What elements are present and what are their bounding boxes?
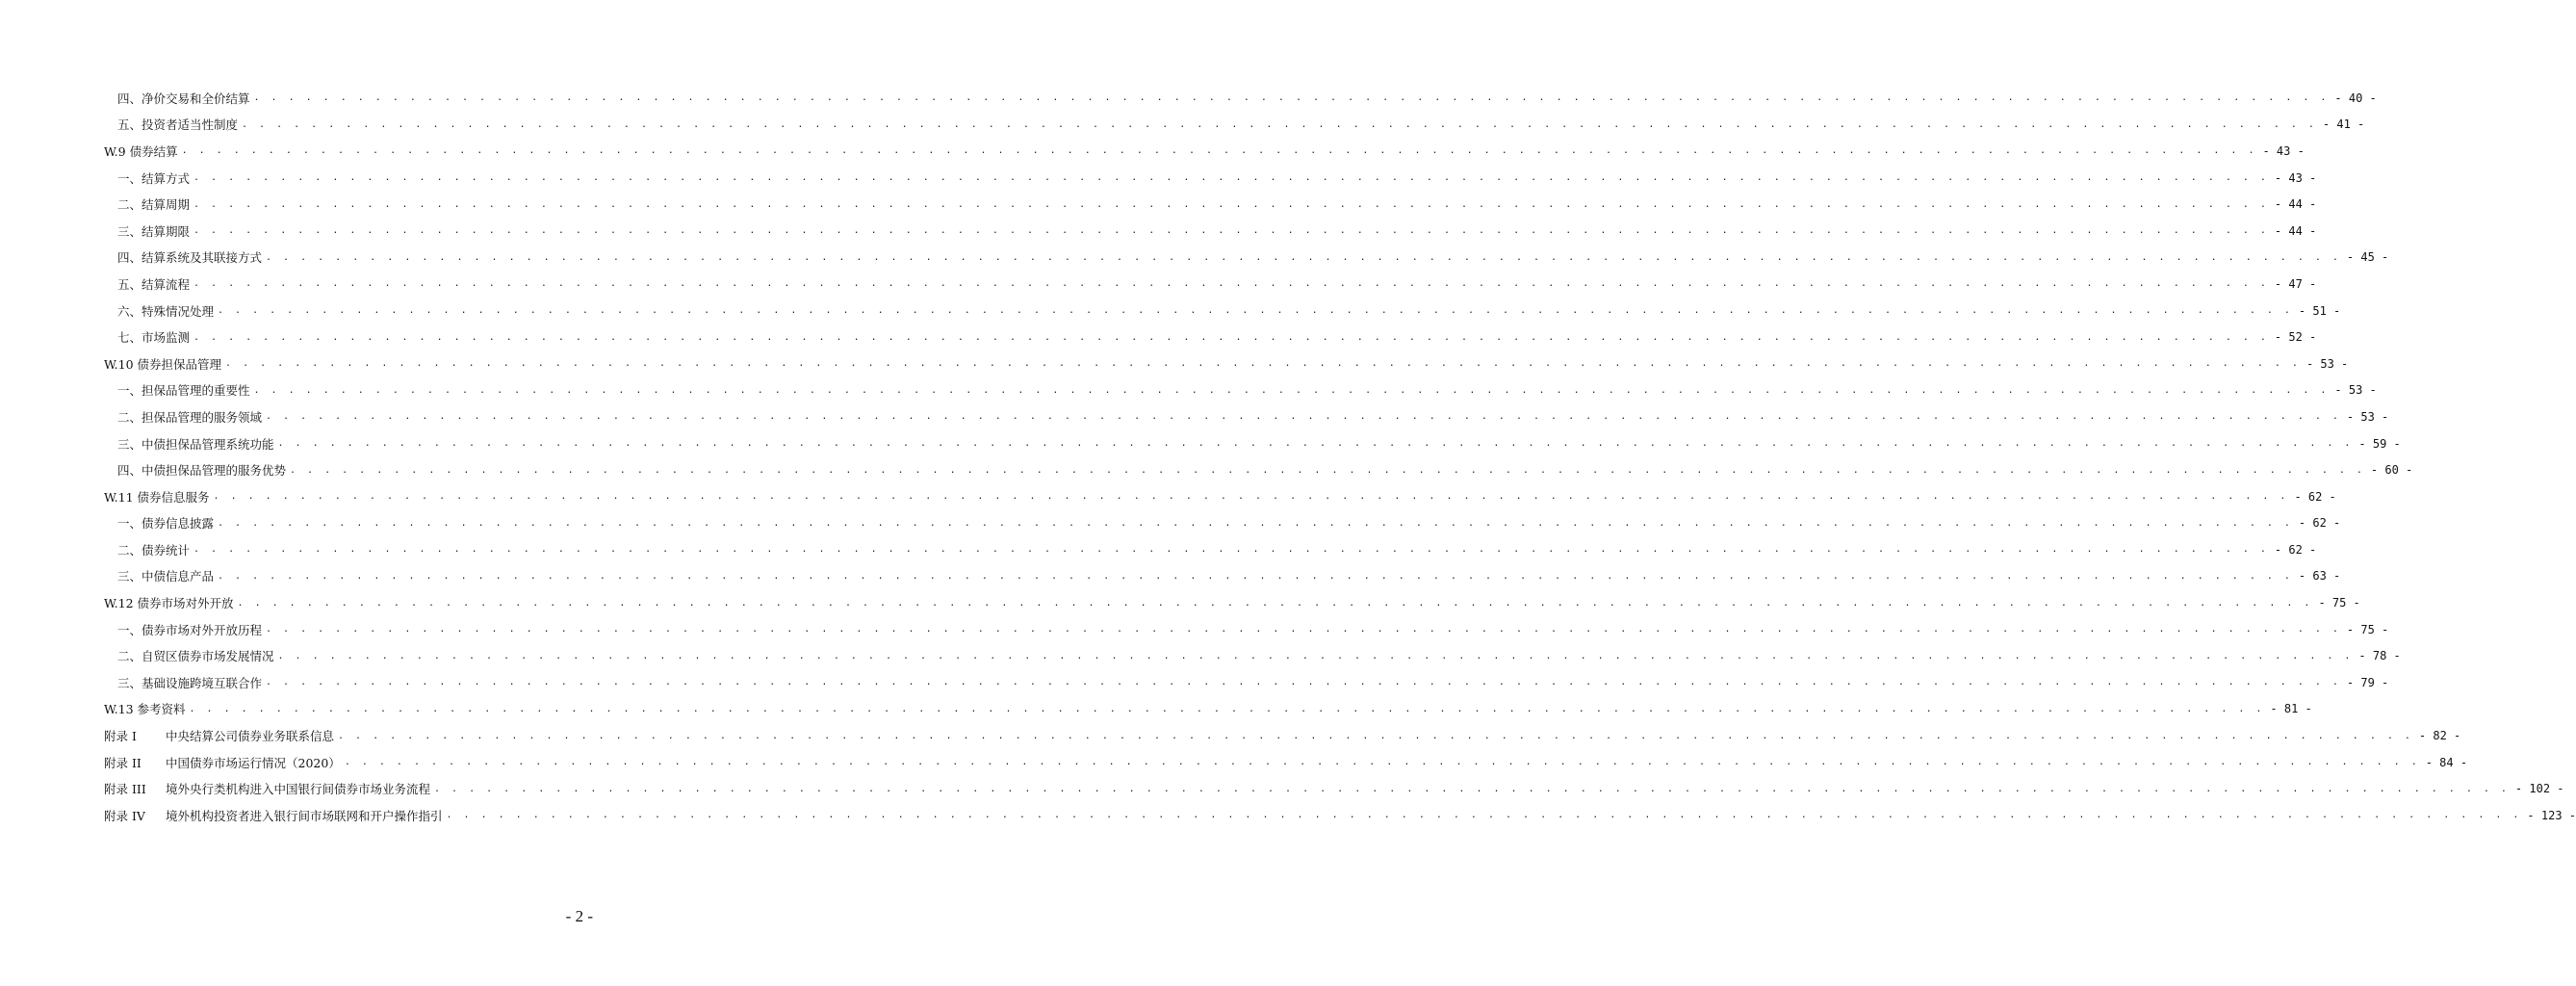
dot-leader: . . . . . . . . . . . . . . . . . . . . . . . . . . . . . . . . . . . . . . . . . . . . . . . . . . . . . . . . . . . . . . . . . . . . . . . . . . . . . . . . . . . . . . . . . . . . . . . . . . . . . . . . . . . . . . . . . . . . . . . .	[344, 757, 2420, 768]
toc-page-number: - 41 -	[2317, 117, 2364, 131]
toc-entry-text: W.12 债券市场对外开放	[104, 596, 234, 611]
appendix-label: 附录 III	[104, 782, 146, 797]
toc-entry-text: W.10 债券担保品管理	[104, 356, 222, 372]
toc-entry[interactable]	[104, 642, 2401, 669]
toc-page-number: - 53 -	[2301, 357, 2348, 371]
toc-page-number: - 84 -	[2420, 756, 2467, 769]
toc-entry-title	[104, 807, 447, 824]
toc-entry-text: 四、中债担保品管理的服务优势	[117, 463, 287, 479]
toc-entry-text: 三、基础设施跨境互联合作	[117, 675, 263, 690]
toc-entry-text: 一、债券信息披露	[117, 516, 215, 532]
toc-entry-title	[117, 248, 266, 266]
toc-page-number: - 79 -	[2341, 676, 2388, 689]
toc-page-number: - 75 -	[2312, 596, 2359, 610]
toc-entry-text: 二、自贸区债券市场发展情况	[117, 649, 274, 664]
toc-page-number: - 53 -	[2341, 410, 2388, 424]
dot-leader: . . . . . . . . . . . . . . . . . . . . . . . . . . . . . . . . . . . . . . . . . . . . . . . . . . . . . . . . . . . . . . . . . . . . . . . . . . . . . . . . . . . . . . . . . . . . . . . . . . . . . . . . . . . . . . . . . . . . . . . .	[253, 384, 2330, 396]
toc-entry-title	[104, 754, 345, 771]
toc-entry-text: 五、投资者适当性制度	[117, 117, 239, 133]
dot-leader: . . . . . . . . . . . . . . . . . . . . . . . . . . . . . . . . . . . . . . . . . . . . . . . . . . . . . . . . . . . . . . . . . . . . . . . . . . . . . . . . . . . . . . . . . . . . . . . . . . . . . . . . . . . . . . . . . . . . . . . .	[193, 172, 2269, 184]
dot-leader: . . . . . . . . . . . . . . . . . . . . . . . . . . . . . . . . . . . . . . . . . . . . . . . . . . . . . . . . . . . . . . . . . . . . . . . . . . . . . . . . . . . . . . . . . . . . . . . . . . . . . . . . . . . . . . . . . . . . . . . .	[277, 438, 2354, 450]
toc-entry[interactable]	[104, 696, 2312, 723]
appendix-label: 附录 IV	[104, 808, 145, 823]
dot-leader: . . . . . . . . . . . . . . . . . . . . . . . . . . . . . . . . . . . . . . . . . . . . . . . . . . . . . . . . . . . . . . . . . . . . . . . . . . . . . . . . . . . . . . . . . . . . . . . . . . . . . . . . . . . . . . . . . . . . . . . .	[189, 703, 2265, 714]
dot-leader: . . . . . . . . . . . . . . . . . . . . . . . . . . . . . . . . . . . . . . . . . . . . . . . . . . . . . . . . . . . . . . . . . . . . . . . . . . . . . . . . . . . . . . . . . . . . . . . . . . . . . . . . . . . . . . . . . . . . . . . .	[434, 783, 2510, 794]
toc-entry-title	[104, 355, 225, 373]
toc-entry-title	[104, 700, 190, 717]
toc-entry[interactable]	[104, 589, 2360, 616]
toc-entry-title	[104, 727, 338, 744]
dot-leader: . . . . . . . . . . . . . . . . . . . . . . . . . . . . . . . . . . . . . . . . . . . . . . . . . . . . . . . . . . . . . . . . . . . . . . . . . . . . . . . . . . . . . . . . . . . . . . . . . . . . . . . . . . . . . . . . . . . . . . . .	[193, 544, 2269, 556]
toc-entry[interactable]	[104, 377, 2377, 404]
dot-leader: . . . . . . . . . . . . . . . . . . . . . . . . . . . . . . . . . . . . . . . . . . . . . . . . . . . . . . . . . . . . . . . . . . . . . . . . . . . . . . . . . . . . . . . . . . . . . . . . . . . . . . . . . . . . . . . . . . . . . . . .	[213, 491, 2289, 503]
table-of-contents	[104, 85, 2576, 829]
toc-page-number: - 75 -	[2341, 623, 2388, 636]
toc-entry-title	[104, 594, 238, 611]
toc-page-number: - 78 -	[2353, 649, 2400, 662]
toc-page-number: - 45 -	[2341, 250, 2388, 264]
toc-entry[interactable]	[104, 563, 2341, 590]
toc-entry-title	[117, 116, 242, 133]
toc-entry[interactable]	[104, 749, 2468, 776]
toc-entry[interactable]	[104, 271, 2317, 298]
dot-leader: . . . . . . . . . . . . . . . . . . . . . . . . . . . . . . . . . . . . . . . . . . . . . . . . . . . . . . . . . . . . . . . . . . . . . . . . . . . . . . . . . . . . . . . . . . . . . . . . . . . . . . . . . . . . . . . . . . . . . . . .	[266, 251, 2341, 263]
toc-page-number: - 43 -	[2256, 144, 2304, 158]
toc-entry-title	[104, 488, 214, 506]
appendix-label: 附录 I	[104, 729, 137, 744]
dot-leader: . . . . . . . . . . . . . . . . . . . . . . . . . . . . . . . . . . . . . . . . . . . . . . . . . . . . . . . . . . . . . . . . . . . . . . . . . . . . . . . . . . . . . . . . . . . . . . . . . . . . . . . . . . . . . . . . . . . . . . . .	[277, 650, 2354, 662]
toc-page-number: - 62 -	[2288, 490, 2335, 504]
toc-entry[interactable]	[104, 775, 2564, 802]
toc-entry-title	[117, 647, 278, 664]
dot-leader: . . . . . . . . . . . . . . . . . . . . . . . . . . . . . . . . . . . . . . . . . . . . . . . . . . . . . . . . . . . . . . . . . . . . . . . . . . . . . . . . . . . . . . . . . . . . . . . . . . . . . . . . . . . . . . . . . . . . . . . .	[266, 411, 2341, 423]
dot-leader: . . . . . . . . . . . . . . . . . . . . . . . . . . . . . . . . . . . . . . . . . . . . . . . . . . . . . . . . . . . . . . . . . . . . . . . . . . . . . . . . . . . . . . . . . . . . . . . . . . . . . . . . . . . . . . . . . . . . . . . .	[290, 464, 2365, 476]
dot-leader: . . . . . . . . . . . . . . . . . . . . . . . . . . . . . . . . . . . . . . . . . . . . . . . . . . . . . . . . . . . . . . . . . . . . . . . . . . . . . . . . . . . . . . . . . . . . . . . . . . . . . . . . . . . . . . . . . . . . . . . .	[242, 118, 2317, 130]
toc-page-number: - 62 -	[2293, 516, 2340, 530]
toc-entry-title	[117, 408, 266, 426]
toc-entry-text: 境外机构投资者进入银行间市场联网和开户操作指引	[166, 808, 443, 823]
toc-entry[interactable]	[104, 802, 2576, 829]
toc-entry[interactable]	[104, 218, 2317, 245]
toc-entry[interactable]	[104, 536, 2317, 563]
toc-page-number: - 43 -	[2269, 171, 2316, 185]
toc-page-number: - 123 -	[2521, 809, 2576, 822]
dot-leader: . . . . . . . . . . . . . . . . . . . . . . . . . . . . . . . . . . . . . . . . . . . . . . . . . . . . . . . . . . . . . . . . . . . . . . . . . . . . . . . . . . . . . . . . . . . . . . . . . . . . . . . . . . . . . . . . . . . . . . . .	[446, 810, 2522, 821]
toc-entry-text: 三、中债信息产品	[117, 569, 215, 584]
dot-leader: . . . . . . . . . . . . . . . . . . . . . . . . . . . . . . . . . . . . . . . . . . . . . . . . . . . . . . . . . . . . . . . . . . . . . . . . . . . . . . . . . . . . . . . . . . . . . . . . . . . . . . . . . . . . . . . . . . . . . . . .	[266, 677, 2341, 688]
toc-entry-text: 六、特殊情况处理	[117, 303, 215, 319]
toc-entry-text: 四、结算系统及其联接方式	[117, 250, 263, 266]
toc-entry-title	[117, 541, 193, 558]
dot-leader: . . . . . . . . . . . . . . . . . . . . . . . . . . . . . . . . . . . . . . . . . . . . . . . . . . . . . . . . . . . . . . . . . . . . . . . . . . . . . . . . . . . . . . . . . . . . . . . . . . . . . . . . . . . . . . . . . . . . . . . .	[237, 597, 2313, 609]
toc-entry[interactable]	[104, 85, 2377, 112]
toc-entry-title	[117, 514, 218, 532]
toc-entry-text: 七、市场监测	[117, 330, 191, 346]
toc-page-number: - 60 -	[2365, 463, 2412, 477]
toc-entry-text: 一、债券市场对外开放历程	[117, 622, 263, 637]
toc-entry-text: 二、担保品管理的服务领域	[117, 409, 263, 425]
toc-page-number: - 51 -	[2293, 304, 2340, 318]
toc-entry-title	[117, 328, 193, 346]
toc-entry-title	[117, 90, 254, 107]
toc-page-number: - 44 -	[2269, 197, 2316, 211]
dot-leader: . . . . . . . . . . . . . . . . . . . . . . . . . . . . . . . . . . . . . . . . . . . . . . . . . . . . . . . . . . . . . . . . . . . . . . . . . . . . . . . . . . . . . . . . . . . . . . . . . . . . . . . . . . . . . . . . . . . . . . . .	[253, 92, 2330, 104]
dot-leader: . . . . . . . . . . . . . . . . . . . . . . . . . . . . . . . . . . . . . . . . . . . . . . . . . . . . . . . . . . . . . . . . . . . . . . . . . . . . . . . . . . . . . . . . . . . . . . . . . . . . . . . . . . . . . . . . . . . . . . . .	[193, 331, 2269, 343]
toc-entry-text: 三、中债担保品管理系统功能	[117, 436, 274, 452]
toc-entry-title	[104, 143, 182, 160]
toc-page-number: - 52 -	[2269, 330, 2316, 344]
toc-entry-text: 中央结算公司债券业务联系信息	[166, 729, 335, 744]
toc-entry-text: W.13 参考资料	[104, 702, 186, 717]
toc-page-number: - 82 -	[2413, 729, 2460, 742]
appendix-label: 附录 II	[104, 755, 142, 770]
toc-entry[interactable]	[104, 456, 2413, 483]
toc-entry[interactable]	[104, 403, 2389, 430]
toc-page-number: - 44 -	[2269, 224, 2316, 238]
toc-entry-text: 一、担保品管理的重要性	[117, 383, 250, 399]
dot-leader: . . . . . . . . . . . . . . . . . . . . . . . . . . . . . . . . . . . . . . . . . . . . . . . . . . . . . . . . . . . . . . . . . . . . . . . . . . . . . . . . . . . . . . . . . . . . . . . . . . . . . . . . . . . . . . . . . . . . . . . .	[218, 517, 2293, 529]
toc-page-number: - 40 -	[2329, 91, 2376, 105]
toc-entry-text: 四、净价交易和全价结算	[117, 91, 250, 106]
dot-leader: . . . . . . . . . . . . . . . . . . . . . . . . . . . . . . . . . . . . . . . . . . . . . . . . . . . . . . . . . . . . . . . . . . . . . . . . . . . . . . . . . . . . . . . . . . . . . . . . . . . . . . . . . . . . . . . . . . . . . . . .	[266, 624, 2341, 636]
toc-entry-text: 中国债券市场运行情况（2020）	[166, 755, 341, 770]
toc-entry[interactable]	[104, 350, 2349, 377]
dot-leader: . . . . . . . . . . . . . . . . . . . . . . . . . . . . . . . . . . . . . . . . . . . . . . . . . . . . . . . . . . . . . . . . . . . . . . . . . . . . . . . . . . . . . . . . . . . . . . . . . . . . . . . . . . . . . . . . . . . . . . . .	[225, 358, 2301, 370]
toc-entry[interactable]	[104, 430, 2401, 457]
toc-entry-title	[117, 567, 218, 584]
toc-entry-title	[117, 381, 254, 399]
dot-leader: . . . . . . . . . . . . . . . . . . . . . . . . . . . . . . . . . . . . . . . . . . . . . . . . . . . . . . . . . . . . . . . . . . . . . . . . . . . . . . . . . . . . . . . . . . . . . . . . . . . . . . . . . . . . . . . . . . . . . . . .	[218, 305, 2293, 317]
toc-entry-text: 二、债券统计	[117, 542, 191, 558]
page-number: - 2 -	[565, 907, 593, 925]
toc-entry-text: 境外央行类机构进入中国银行间债券市场业务流程	[166, 782, 431, 797]
toc-entry[interactable]	[104, 245, 2389, 272]
toc-page-number: - 102 -	[2510, 782, 2564, 795]
toc-entry[interactable]	[104, 165, 2317, 192]
toc-entry[interactable]	[104, 722, 2461, 749]
toc-page-number: - 63 -	[2293, 569, 2340, 583]
toc-entry-title	[117, 195, 193, 213]
toc-entry-text: W.9 债券结算	[104, 143, 178, 159]
toc-entry-text: 五、结算流程	[117, 276, 191, 292]
dot-leader: . . . . . . . . . . . . . . . . . . . . . . . . . . . . . . . . . . . . . . . . . . . . . . . . . . . . . . . . . . . . . . . . . . . . . . . . . . . . . . . . . . . . . . . . . . . . . . . . . . . . . . . . . . . . . . . . . . . . . . . .	[193, 278, 2269, 290]
dot-leader: . . . . . . . . . . . . . . . . . . . . . . . . . . . . . . . . . . . . . . . . . . . . . . . . . . . . . . . . . . . . . . . . . . . . . . . . . . . . . . . . . . . . . . . . . . . . . . . . . . . . . . . . . . . . . . . . . . . . . . . .	[181, 145, 2257, 157]
toc-page-number: - 59 -	[2353, 437, 2400, 451]
toc-entry-title	[117, 222, 193, 240]
toc-page-number: - 53 -	[2329, 383, 2376, 397]
dot-leader: . . . . . . . . . . . . . . . . . . . . . . . . . . . . . . . . . . . . . . . . . . . . . . . . . . . . . . . . . . . . . . . . . . . . . . . . . . . . . . . . . . . . . . . . . . . . . . . . . . . . . . . . . . . . . . . . . . . . . . . .	[218, 570, 2293, 582]
toc-entry-title	[117, 302, 218, 320]
toc-entry-title	[117, 674, 266, 691]
toc-entry[interactable]	[104, 669, 2389, 696]
toc-entry[interactable]	[104, 191, 2317, 218]
toc-entry-title	[117, 169, 193, 187]
dot-leader: . . . . . . . . . . . . . . . . . . . . . . . . . . . . . . . . . . . . . . . . . . . . . . . . . . . . . . . . . . . . . . . . . . . . . . . . . . . . . . . . . . . . . . . . . . . . . . . . . . . . . . . . . . . . . . . . . . . . . . . .	[193, 225, 2269, 237]
toc-page-number: - 62 -	[2269, 543, 2316, 557]
toc-page-number: - 81 -	[2264, 702, 2311, 715]
toc-entry-title	[117, 621, 266, 638]
toc-entry-text: 二、结算周期	[117, 197, 191, 213]
toc-entry[interactable]	[104, 616, 2389, 643]
toc-entry-title	[117, 435, 278, 453]
toc-entry-text: 一、结算方式	[117, 170, 191, 186]
toc-entry[interactable]	[104, 483, 2336, 510]
toc-page-number: - 47 -	[2269, 277, 2316, 291]
toc-entry-text: 三、结算期限	[117, 223, 191, 239]
toc-entry-title	[117, 275, 193, 293]
toc-entry[interactable]	[104, 138, 2305, 165]
toc-entry[interactable]	[104, 510, 2341, 537]
toc-entry-title	[117, 461, 290, 479]
toc-entry-title	[104, 780, 434, 797]
toc-entry-text: W.11 债券信息服务	[104, 489, 210, 505]
toc-entry[interactable]	[104, 324, 2317, 350]
dot-leader: . . . . . . . . . . . . . . . . . . . . . . . . . . . . . . . . . . . . . . . . . . . . . . . . . . . . . . . . . . . . . . . . . . . . . . . . . . . . . . . . . . . . . . . . . . . . . . . . . . . . . . . . . . . . . . . . . . . . . . . .	[193, 198, 2269, 210]
dot-leader: . . . . . . . . . . . . . . . . . . . . . . . . . . . . . . . . . . . . . . . . . . . . . . . . . . . . . . . . . . . . . . . . . . . . . . . . . . . . . . . . . . . . . . . . . . . . . . . . . . . . . . . . . . . . . . . . . . . . . . . .	[338, 730, 2413, 741]
toc-entry[interactable]	[104, 298, 2341, 324]
toc-entry[interactable]	[104, 112, 2365, 139]
